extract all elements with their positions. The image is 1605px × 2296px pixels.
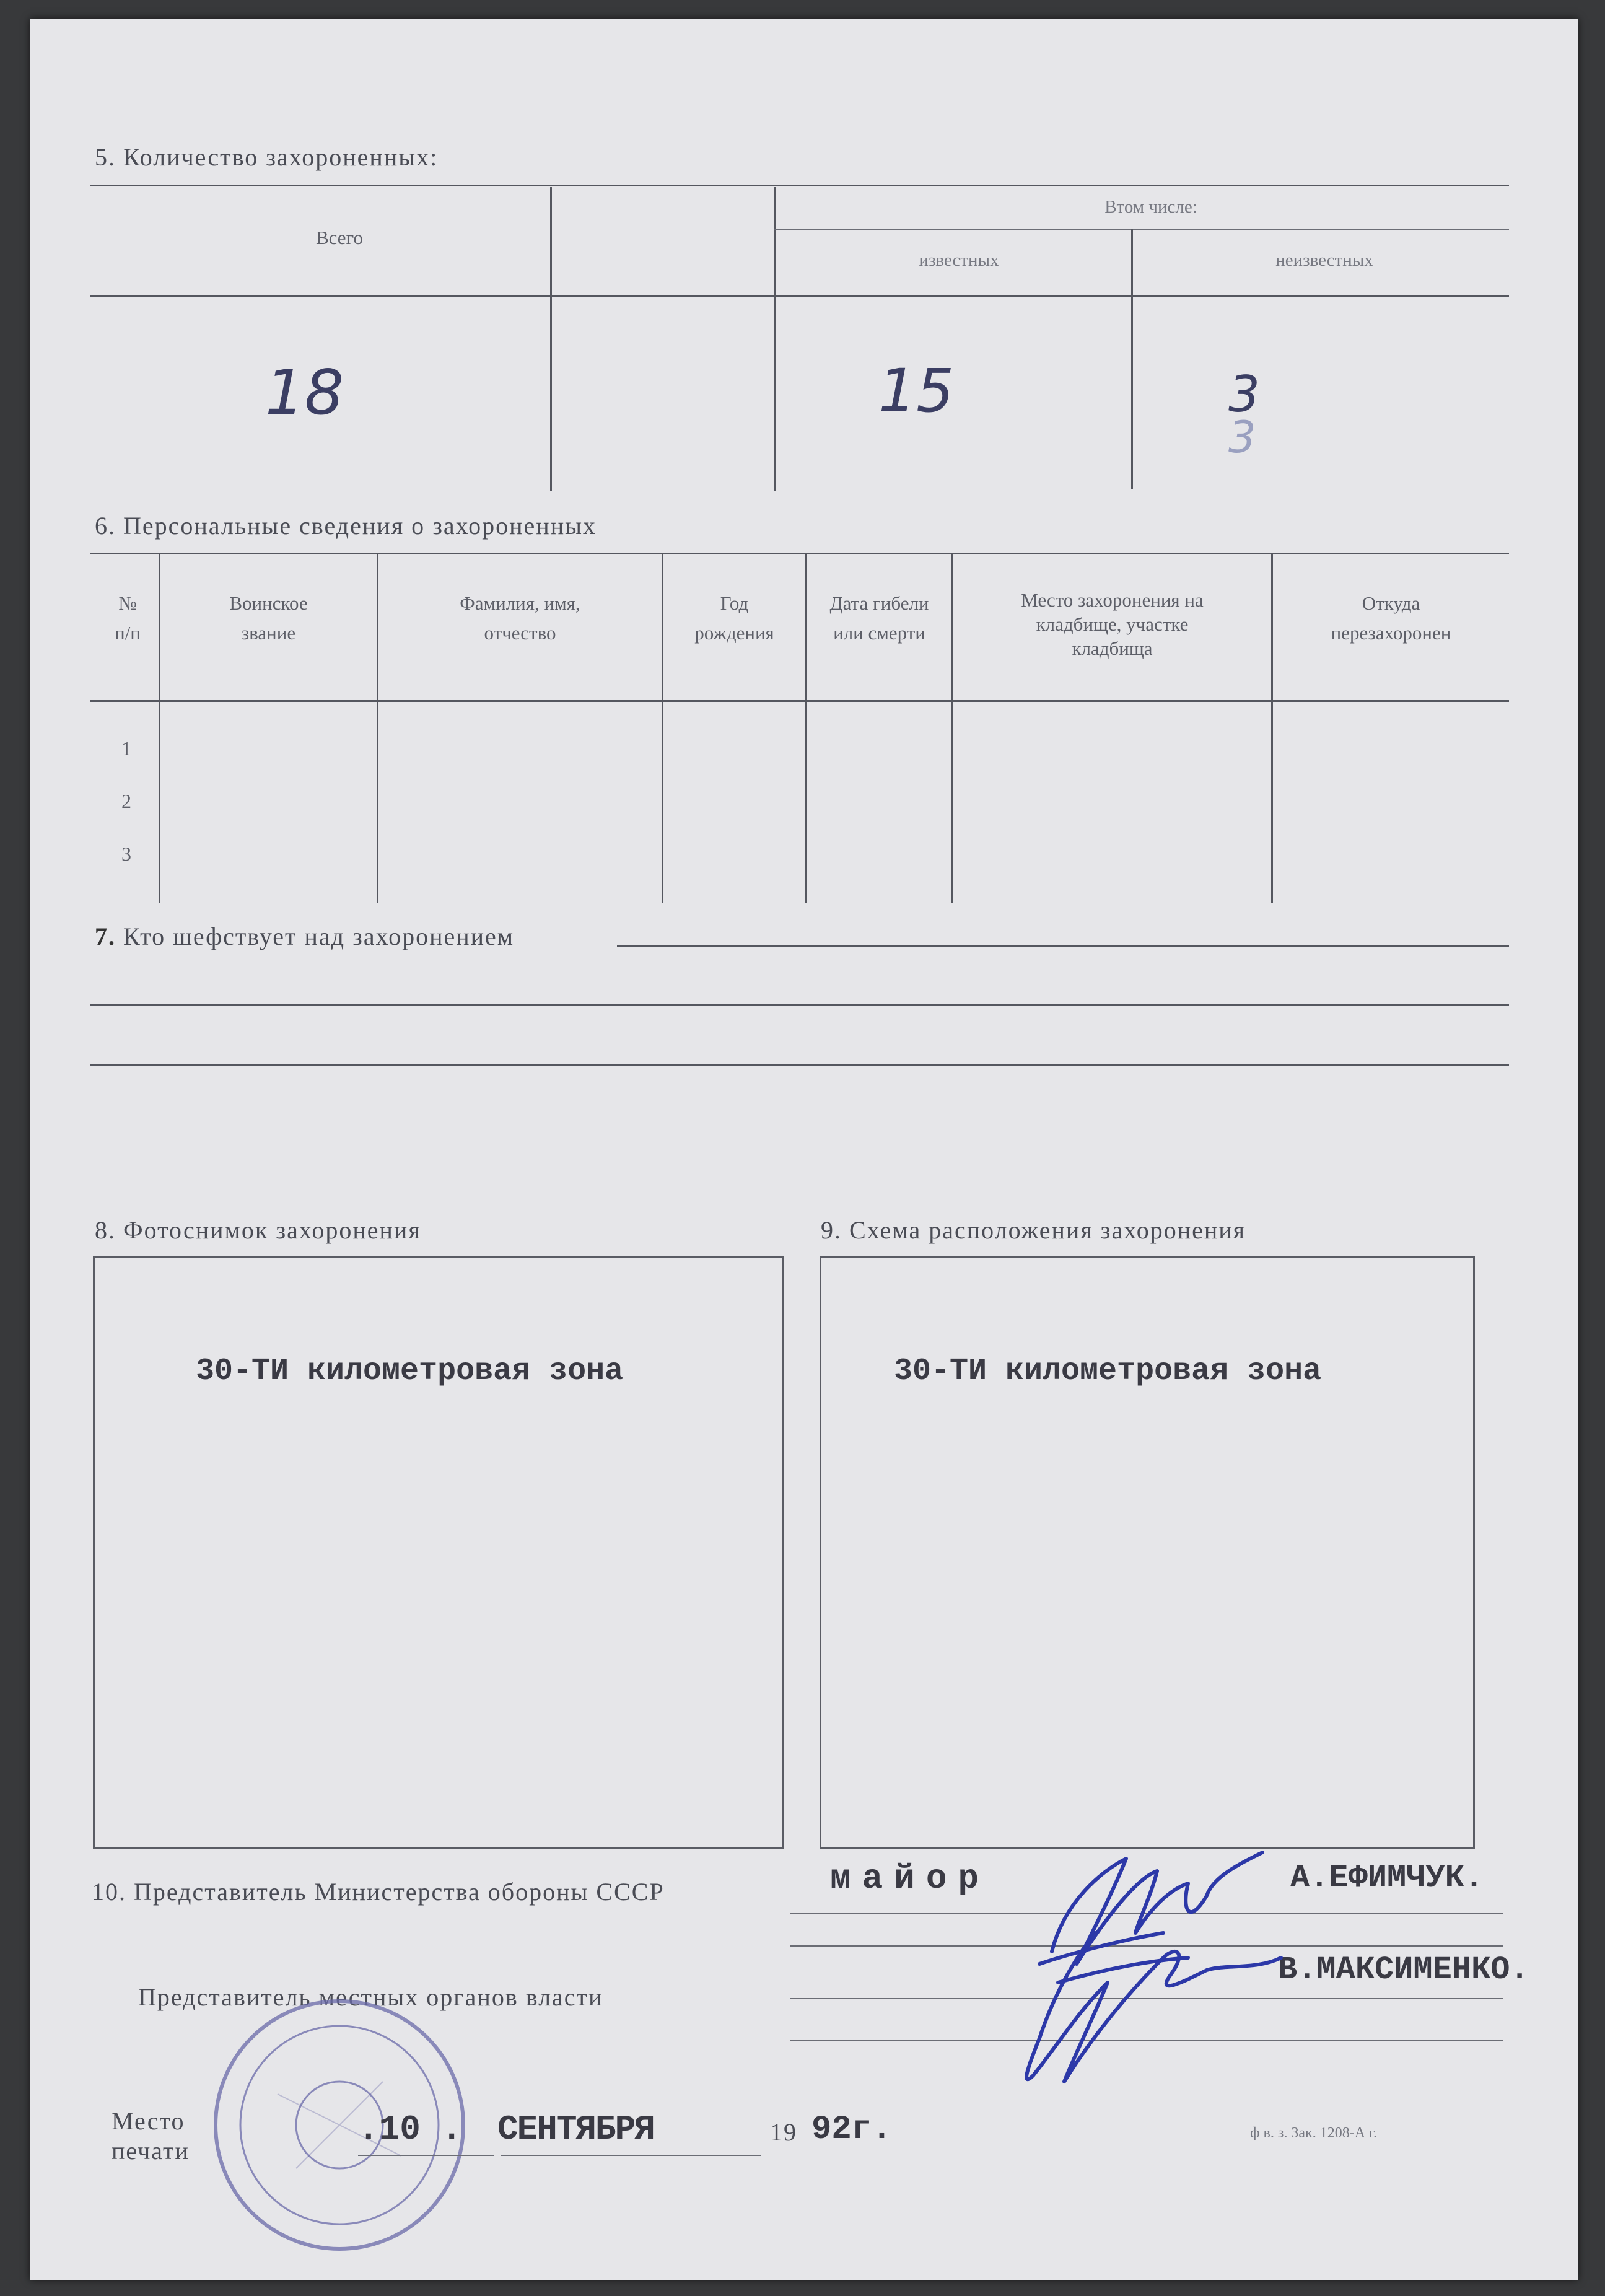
scheme-note: 30-ТИ километровая зона [894, 1354, 1322, 1389]
scheme-box [820, 1256, 1475, 1849]
stamp-place-label: Место печати [112, 2107, 190, 2165]
col-death-date-header: Дата гибели или смерти [829, 592, 929, 644]
date-day: .10 . [358, 2110, 463, 2149]
col-burial-place-header: Место захоронения на кладбище, участке кладбища [1021, 589, 1204, 659]
section8-title: 8. Фотоснимок захоронения [95, 1216, 421, 1244]
section7-line [617, 945, 1509, 947]
section5-divider [550, 187, 552, 311]
unknown-value: 3 [1228, 366, 1260, 423]
local-name: В.МАКСИМЕНКО. [1278, 1952, 1529, 1988]
section7-title: 7. Кто шефствует над захоронением [95, 922, 515, 950]
section5-divider [550, 295, 552, 491]
col-including-header: Втом числе: [1104, 197, 1197, 217]
col-total-header: Всего [315, 227, 364, 248]
section6-title: 6. Персональные сведения о захороненных [95, 512, 597, 540]
col-reburied-from-header: Откуда перезахоронен [1331, 592, 1451, 644]
section7-line [90, 1004, 1509, 1006]
section5-sub-rule [774, 229, 1509, 230]
date-month-line [501, 2155, 761, 2156]
date-year-prefix: 19 [770, 2118, 797, 2146]
date-year-suffix: 92г. [811, 2111, 892, 2149]
section9-title: 9. Схема расположения захоронения [821, 1216, 1246, 1244]
table-row-number: 2 [121, 790, 131, 812]
total-value: 18 [265, 356, 344, 429]
section5-header-rule [90, 295, 1509, 297]
known-value: 15 [878, 356, 955, 426]
section7-line [90, 1064, 1509, 1066]
local-authority-title: Представитель местных органов власти [138, 1983, 603, 2011]
photo-note: 30-ТИ километровая зона [196, 1354, 624, 1389]
print-code: ф в. з. Зак. 1208-А г. [1250, 2125, 1378, 2141]
col-number-header: № п/п [115, 592, 141, 644]
date-day-line [358, 2155, 494, 2156]
section5-divider [774, 187, 776, 491]
table-row-number: 3 [121, 843, 131, 865]
section5-top-rule [90, 185, 1509, 186]
col-name-header: Фамилия, имя, отчество [460, 592, 580, 644]
photo-box [93, 1256, 784, 1849]
mod-rank: майор [830, 1859, 991, 1898]
date-month: СЕНТЯБРЯ [497, 2110, 654, 2149]
section5-title: 5. Количество захороненных: [95, 143, 439, 171]
col-rank-header: Воинское звание [229, 592, 308, 644]
table-row-number: 1 [121, 737, 131, 760]
signature-mark [984, 1908, 1306, 2106]
form-sheet [30, 19, 1578, 2280]
mod-name: А.ЕФИМЧУК. [1290, 1860, 1484, 1896]
section6-header-rule [90, 700, 1509, 702]
section10-title: 10. Представитель Министерства обороны СССР [92, 1878, 665, 1906]
col-known-header: известных [919, 250, 999, 270]
section6-top-rule [90, 553, 1509, 554]
unknown-value-repeat: 3 [1228, 412, 1256, 463]
col-birth-year-header: Год рождения [694, 592, 774, 644]
col-unknown-header: неизвестных [1275, 250, 1373, 270]
section5-divider [1131, 229, 1133, 489]
